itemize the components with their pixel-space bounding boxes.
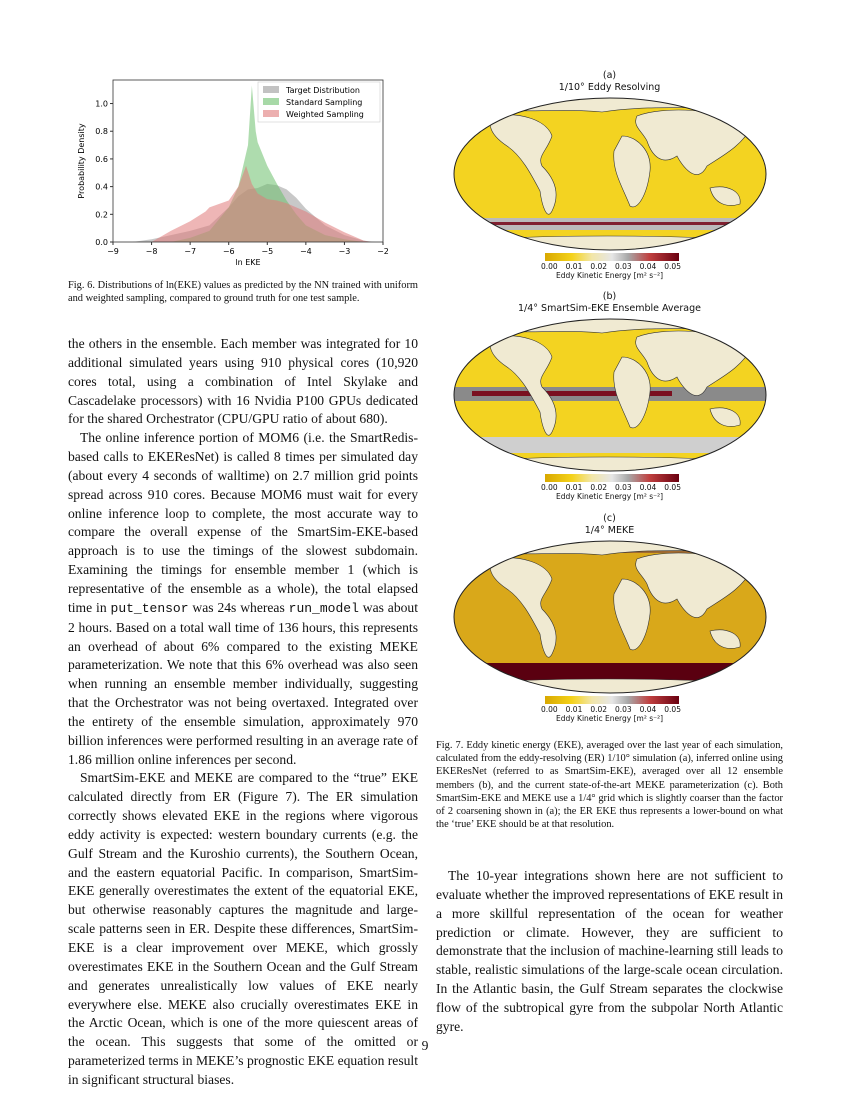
colorbar-b: [545, 474, 679, 482]
fig7-caption: Fig. 7. Eddy kinetic energy (EKE), averaged over the last year of each simulation, calculated from the eddy-resolving (ER) 1/10° simulation (a), inferred online using EKEResNet (referred to as SmartSim-EKE), averaged over all 12 ensemble members (b), and the current state-of-the-art MEKE parameterization (c). Both SmartSim-EKE and MEKE use a 1/4° grid which is slightly coarser than the factor of 2 coarsening shown in (a); the ER EKE thus represents a lower-bound on what the ‘true’ EKE should be at that resolution.: [436, 740, 783, 831]
x-tick-label: −5: [261, 247, 274, 256]
y-tick-label: 1.0: [95, 99, 108, 109]
legend-swatch: [263, 98, 279, 105]
colorbar-tick: 0.02: [590, 483, 608, 492]
map-a: [452, 96, 768, 252]
paragraph: The 10-year integrations shown here are not sufficient to evaluate whether the improved representations of EKE result in a more skillful representation of the ocean for weather prediction or climate. However, they are sufficient to demonstrate that the inclusion of machine-learning still leads to stable, realistic simulations of the large-scale ocean circulation. In the Atlantic basin, the Gulf Stream separates the clockwise flow of the subtropical gyre from the subpolar North Atlantic gyre.: [436, 868, 783, 1034]
y-axis-label: Probability Density: [77, 123, 86, 199]
fig6-histogram: [70, 72, 410, 272]
left-column-text: [68, 335, 418, 1090]
y-tick-label: 0.6: [95, 154, 108, 164]
colorbar-tick: 0.05: [664, 483, 681, 492]
x-tick-label: −3: [338, 247, 351, 256]
colorbar-tick: 0.00: [541, 705, 558, 714]
colorbar-ticks: [541, 262, 681, 271]
colorbar-tick: 0.04: [639, 483, 657, 492]
colorbar-tick: 0.01: [565, 705, 583, 714]
colorbar-tick: 0.03: [614, 705, 632, 714]
code-put-tensor: put_tensor: [110, 600, 189, 616]
page-number: 9: [421, 1038, 429, 1053]
colorbar-ticks: [541, 483, 681, 492]
y-tick-label: 0.0: [95, 238, 108, 247]
colorbar-label: Eddy Kinetic Energy [m² s⁻²]: [555, 492, 664, 501]
code-run-model: run_model: [288, 600, 359, 616]
colorbar-tick: 0.03: [614, 262, 632, 271]
x-tick-label: −6: [222, 247, 235, 256]
map-a-title: (a) 1/10° Eddy Resolving: [558, 70, 661, 93]
colorbar-tick: 0.00: [541, 262, 558, 271]
colorbar-tick: 0.01: [565, 483, 583, 492]
map-b: [452, 317, 768, 473]
colorbar-a: [545, 253, 679, 261]
colorbar-tick: 0.03: [614, 483, 632, 492]
map-c: [452, 539, 768, 695]
x-tick-label: −9: [107, 247, 119, 256]
legend-entry: Target Distribution: [286, 86, 360, 95]
colorbar-tick: 0.05: [664, 262, 681, 271]
x-tick-label: −7: [184, 247, 197, 256]
colorbar-tick: 0.04: [639, 262, 657, 271]
colorbar-label: Eddy Kinetic Energy [m² s⁻²]: [555, 714, 664, 723]
y-tick-label: 0.2: [95, 210, 108, 220]
colorbar-tick: 0.00: [541, 483, 558, 492]
legend-swatch: [263, 86, 279, 93]
colorbar-tick: 0.01: [565, 262, 583, 271]
legend-entry: Standard Sampling: [286, 98, 363, 107]
legend-swatch: [263, 110, 279, 117]
right-column-text: [436, 867, 783, 1037]
map-b-title: (b) 1/4° SmartSim-EKE Ensemble Average: [517, 291, 702, 314]
colorbar-tick: 0.02: [590, 705, 608, 714]
legend-entry: Weighted Sampling: [286, 110, 364, 119]
colorbar-c: [545, 696, 679, 704]
colorbar-label: Eddy Kinetic Energy [m² s⁻²]: [555, 271, 664, 280]
x-tick-label: −4: [299, 247, 312, 256]
colorbar-tick: 0.02: [590, 262, 608, 271]
paragraph: SmartSim-EKE and MEKE are compared to the “true” EKE calculated directly from ER (Figure 7). The ER simulation correctly shows elevated EKE in the regions where vigorous eddy activity is expected: western boundary currents (e.g. the Gulf Stream and the Kuroshio currents), the Southern Ocean, and the eastern equatorial Pacific. In comparison, SmartSim-EKE generally overestimates the extent of the equatorial EKE, but otherwise reasonably captures the magnitude and large-scale patterns seen in ER. Despite these differences, SmartSim-EKE is a clear improvement over MEKE, which grossly overestimates EKE in the Southern Ocean and the Gulf Stream and generates unrealistically low values of EKE nearly everywhere else. MEKE also crucially overestimates EKE in the Arctic Ocean, which is one of the more quiescent areas of the ocean. This suggests that some of the omitted or parameterized terms in MEKE’s prognostic EKE equation result in significant structural biases.: [68, 770, 418, 1087]
fig6-caption: Fig. 6. Distributions of ln(EKE) values as predicted by the NN trained with uniform and weighted sampling, compared to ground truth for one test sample.: [68, 280, 418, 305]
colorbar-tick: 0.05: [664, 705, 681, 714]
colorbar-ticks: [541, 705, 681, 714]
colorbar-tick: 0.04: [639, 705, 657, 714]
y-tick-label: 0.4: [95, 182, 108, 192]
y-tick-label: 0.8: [95, 127, 108, 137]
paragraph: the others in the ensemble. Each member was integrated for 10 additional simulated years using 910 physical cores (10,920 cores total, using a combination of Intel Skylake and Cascadelake processors) with 16 Nvidia P100 GPUs dedicated for the shared Orchestrator (CPU/GPU ratio of about 680).: [68, 336, 418, 427]
x-tick-label: −2: [377, 247, 389, 256]
x-axis-label: ln EKE: [235, 258, 261, 267]
x-tick-label: −8: [145, 247, 158, 256]
map-c-title: (c) 1/4° MEKE: [584, 513, 635, 536]
paragraph: The online inference portion of MOM6 (i.e. the SmartRedis-based calls to EKEResNet) is called 8 times per simulated day (about every 4 seconds of walltime) on 2.7 million grid points spread across 910 cores. Because MOM6 must wait for every online inference loop to complete, the most accurate way to compare the overall expense of the SmartSim-EKE-based approach is to use the timings of the slowest subdomain. Examining the timings for ensemble member 1 (which is representative of the ensemble as a whole), the total elapsed time in put_tensor was 24s whereas run_model was about 2 hours. Based on a total wall time of 136 hours, this represents an overhead of about 6% compared to the existing MEKE parameterization. We note that this 6% overhead was also seen when running an ensemble member individually, suggesting that the Orchestrator was not being overtaxed. Integrated over the entirety of the ensemble simulation, approximately 970 billion inferences were performed resulting in an average rate of 1.86 million online inferences per second.: [68, 430, 418, 767]
